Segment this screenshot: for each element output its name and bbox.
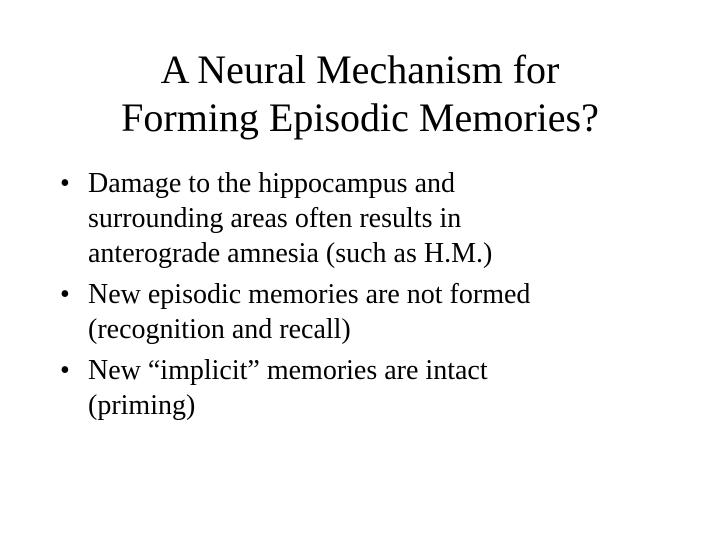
title-line-1: A Neural Mechanism for	[160, 47, 560, 92]
slide-title	[60, 46, 660, 142]
bullet-item-1	[0, 166, 720, 271]
bullet-3-line-1: New “implicit” memories are intact	[88, 355, 488, 386]
bullet-item-2	[0, 277, 720, 347]
bullet-item-3	[0, 353, 720, 423]
bullet-2-line-2: (recognition and recall)	[88, 314, 351, 345]
bullet-2-line-1: New episodic memories are not formed	[88, 279, 531, 310]
bullet-1-line-3: anterograde amnesia (such as H.M.)	[88, 238, 493, 269]
bullet-icon: •	[60, 355, 70, 386]
bullet-icon: •	[60, 168, 70, 199]
title-line-2: Forming Episodic Memories?	[121, 95, 599, 140]
bullet-1-line-1: Damage to the hippocampus and	[88, 168, 456, 199]
bullet-3-line-2: (priming)	[88, 390, 196, 421]
bullet-list	[0, 166, 720, 429]
bullet-icon: •	[60, 279, 70, 310]
bullet-1-line-2: surrounding areas often results in	[88, 203, 462, 234]
